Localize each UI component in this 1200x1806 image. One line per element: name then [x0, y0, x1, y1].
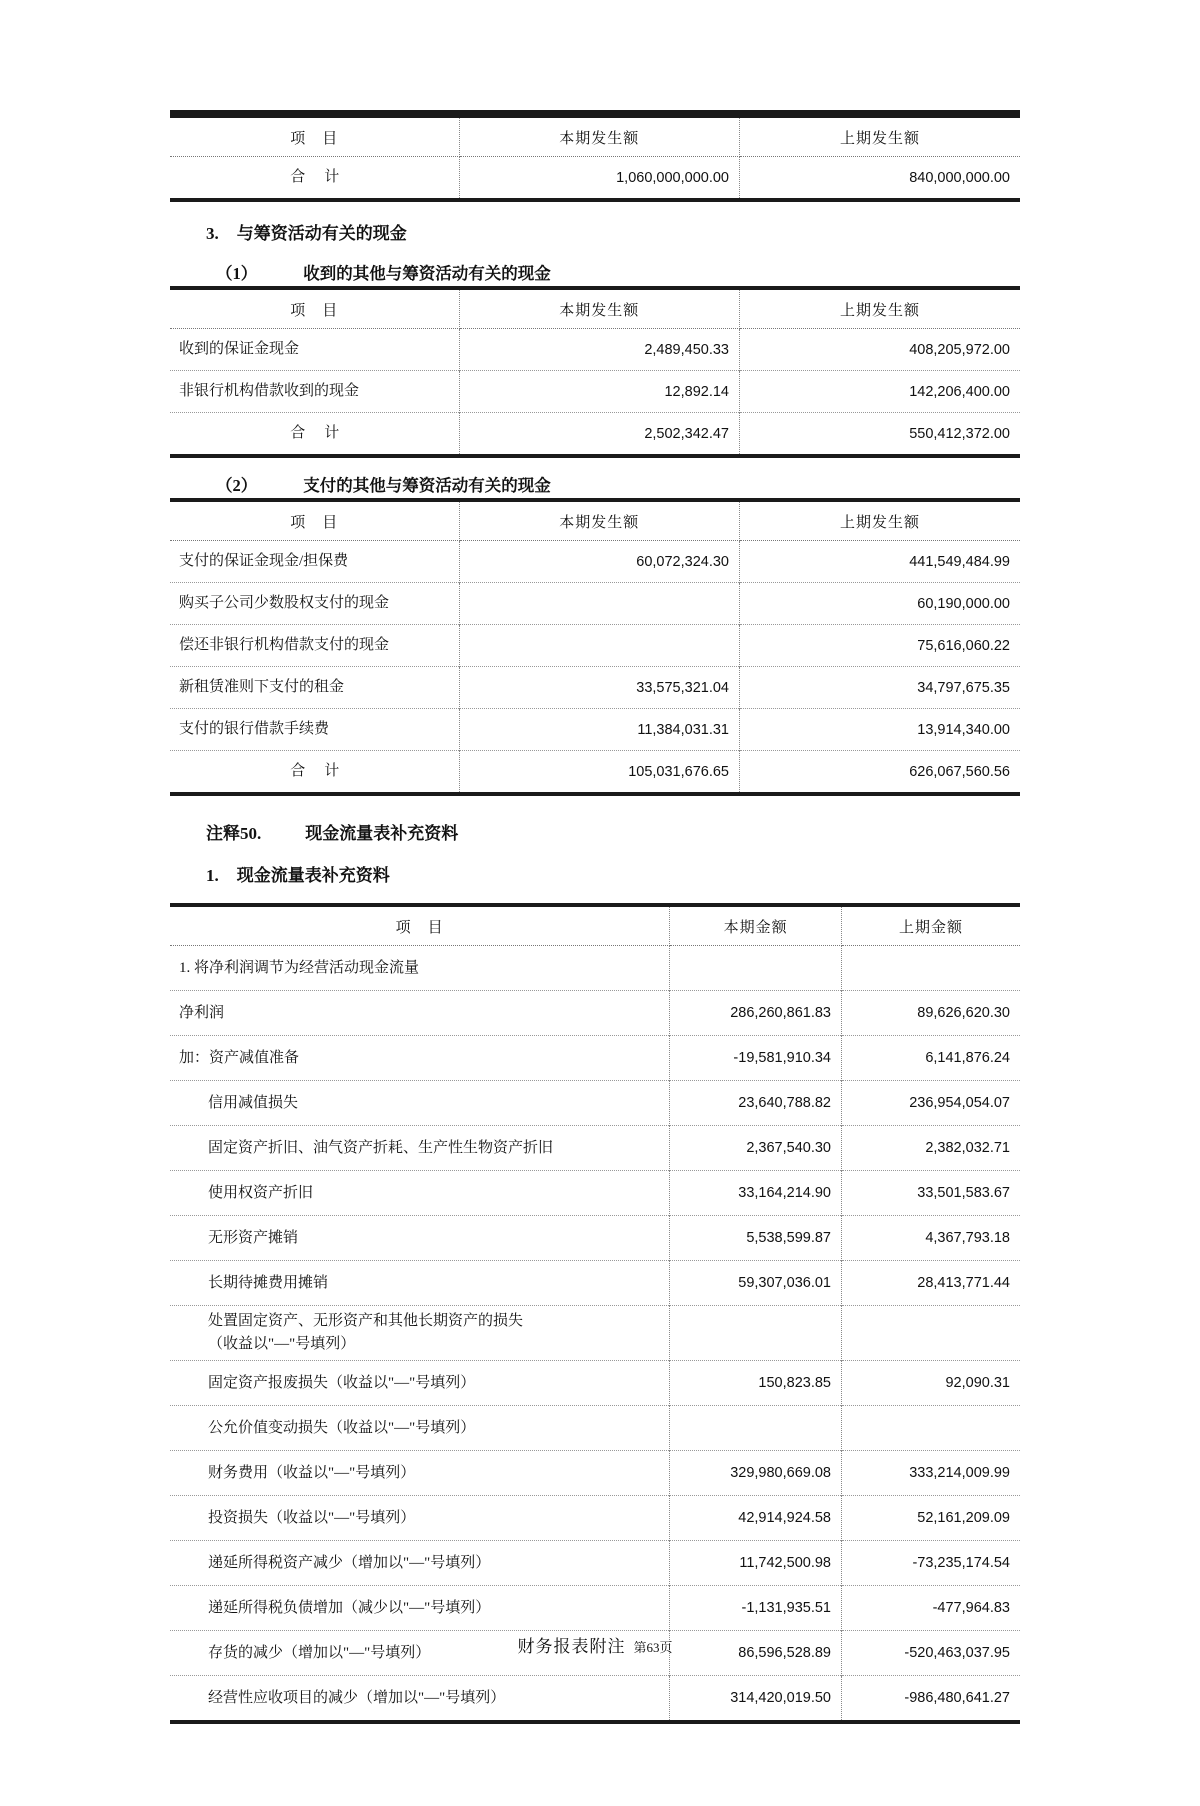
note-number: 注释50. — [206, 824, 262, 843]
item-row — [170, 1406, 1020, 1451]
item-row — [170, 1496, 1020, 1541]
item-row — [170, 371, 1020, 413]
total-row — [170, 157, 1020, 201]
page-footer — [170, 1632, 1020, 1657]
item-row — [170, 946, 1020, 991]
item-label-cell: 合 计 — [170, 751, 459, 795]
prior-amount-cell: -986,480,641.27 — [841, 1676, 1020, 1723]
current-amount-cell: 12,892.14 — [459, 371, 740, 413]
prior-amount-cell: -520,463,037.95 — [841, 1631, 1020, 1676]
column-header: 上期发生额 — [740, 116, 1021, 157]
current-amount-cell — [670, 946, 842, 991]
item-row — [170, 583, 1020, 625]
prior-amount-cell: -477,964.83 — [841, 1586, 1020, 1631]
item-label-cell: 长期待摊费用摊销 — [170, 1261, 670, 1306]
prior-amount-cell: 13,914,340.00 — [740, 709, 1021, 751]
current-amount-cell: 59,307,036.01 — [670, 1261, 842, 1306]
note-sub-title: 现金流量表补充资料 — [236, 866, 390, 885]
subsection-title: 支付的其他与筹资活动有关的现金 — [303, 476, 551, 495]
prior-amount-cell: 34,797,675.35 — [740, 667, 1021, 709]
item-row — [170, 625, 1020, 667]
item-row — [170, 1361, 1020, 1406]
current-amount-cell — [670, 1406, 842, 1451]
column-header: 上期发生额 — [740, 500, 1021, 541]
subsection-2-heading — [216, 474, 1020, 498]
item-label-cell: 递延所得税资产减少（增加以"—"号填列） — [170, 1541, 670, 1586]
item-label-cell: 递延所得税负债增加（减少以"—"号填列） — [170, 1586, 670, 1631]
current-amount-cell: 2,489,450.33 — [459, 329, 740, 371]
section-title: 与筹资活动有关的现金 — [236, 224, 407, 243]
header-row — [170, 288, 1020, 329]
current-amount-cell — [459, 583, 740, 625]
subsection-1-heading — [216, 262, 1020, 286]
prior-amount-cell: 626,067,560.56 — [740, 751, 1021, 795]
prior-amount-cell: 52,161,209.09 — [841, 1496, 1020, 1541]
item-label-cell: 偿还非银行机构借款支付的现金 — [170, 625, 459, 667]
total-row — [170, 413, 1020, 457]
document-page — [0, 110, 1200, 1806]
item-label-cell: 信用减值损失 — [170, 1081, 670, 1126]
item-row — [170, 709, 1020, 751]
item-label-cell: 合 计 — [170, 157, 459, 201]
item-label-cell: 固定资产折旧、油气资产折耗、生产性生物资产折旧 — [170, 1126, 670, 1171]
current-amount-cell: -19,581,910.34 — [670, 1036, 842, 1081]
column-header: 上期金额 — [841, 905, 1020, 946]
item-label-cell: 无形资产摊销 — [170, 1216, 670, 1261]
prior-amount-cell — [841, 1406, 1020, 1451]
item-label-cell: 使用权资产折旧 — [170, 1171, 670, 1216]
current-amount-cell: 33,164,214.90 — [670, 1171, 842, 1216]
subsection-title: 收到的其他与筹资活动有关的现金 — [303, 264, 551, 283]
item-row — [170, 1676, 1020, 1723]
item-row — [170, 1586, 1020, 1631]
current-amount-cell — [670, 1306, 842, 1361]
item-label-cell: 公允价值变动损失（收益以"—"号填列） — [170, 1406, 670, 1451]
item-label-cell: 1. 将净利润调节为经营活动现金流量 — [170, 946, 670, 991]
current-amount-cell: 314,420,019.50 — [670, 1676, 842, 1723]
item-row — [170, 1261, 1020, 1306]
item-label-cell: 新租赁准则下支付的租金 — [170, 667, 459, 709]
item-label-cell: 存货的减少（增加以"—"号填列） — [170, 1631, 670, 1676]
subsection-number: （2） — [216, 476, 258, 495]
item-label-cell: 经营性应收项目的减少（增加以"—"号填列） — [170, 1676, 670, 1723]
prior-amount-cell: 33,501,583.67 — [841, 1171, 1020, 1216]
prior-amount-cell: 236,954,054.07 — [841, 1081, 1020, 1126]
header-row — [170, 905, 1020, 946]
prior-amount-cell: 2,382,032.71 — [841, 1126, 1020, 1171]
item-label-cell: 处置固定资产、无形资产和其他长期资产的损失 （收益以"—"号填列） — [170, 1306, 670, 1361]
subsection-number: （1） — [216, 264, 258, 283]
item-label-cell: 非银行机构借款收到的现金 — [170, 371, 459, 413]
table-cash-paid-financing — [170, 498, 1020, 796]
current-amount-cell: 1,060,000,000.00 — [459, 157, 740, 201]
item-row — [170, 1171, 1020, 1216]
table-cash-flow-supplement — [170, 903, 1020, 1724]
item-label-cell: 财务费用（收益以"—"号填列） — [170, 1451, 670, 1496]
current-amount-cell: 286,260,861.83 — [670, 991, 842, 1036]
item-row — [170, 541, 1020, 583]
item-label-cell: 支付的保证金现金/担保费 — [170, 541, 459, 583]
prior-amount-cell: 60,190,000.00 — [740, 583, 1021, 625]
item-row — [170, 1081, 1020, 1126]
prior-amount-cell: 4,367,793.18 — [841, 1216, 1020, 1261]
current-amount-cell: 150,823.85 — [670, 1361, 842, 1406]
prior-amount-cell: 441,549,484.99 — [909, 553, 1010, 570]
column-header: 本期发生额 — [459, 288, 740, 329]
current-amount-cell — [459, 625, 740, 667]
item-row — [170, 1541, 1020, 1586]
prior-amount-cell: 89,626,620.30 — [841, 991, 1020, 1036]
current-amount-cell: 33,575,321.04 — [459, 667, 740, 709]
column-header: 上期发生额 — [740, 288, 1021, 329]
column-header: 项 目 — [170, 500, 459, 541]
note-50-heading — [206, 822, 1020, 846]
current-amount-cell: 86,596,528.89 — [670, 1631, 842, 1676]
current-amount-cell: 2,502,342.47 — [459, 413, 740, 457]
item-label-cell: 固定资产报废损失（收益以"—"号填列） — [170, 1361, 670, 1406]
item-row — [170, 667, 1020, 709]
item-label-cell: 投资损失（收益以"—"号填列） — [170, 1496, 670, 1541]
prior-amount-cell: 333,214,009.99 — [841, 1451, 1020, 1496]
column-header: 项 目 — [170, 116, 459, 157]
item-row — [170, 991, 1020, 1036]
item-label-cell: 加：资产减值准备 — [170, 1036, 670, 1081]
item-label-cell: 购买子公司少数股权支付的现金 — [170, 583, 459, 625]
item-row — [170, 1306, 1020, 1361]
current-amount-cell: 329,980,669.08 — [670, 1451, 842, 1496]
item-label-cell: 合 计 — [170, 413, 459, 457]
section-3-heading — [206, 222, 1020, 246]
footer-title: 财务报表附注 — [517, 1637, 626, 1656]
prior-amount-cell: 550,412,372.00 — [740, 413, 1021, 457]
column-header: 项 目 — [170, 905, 670, 946]
total-row — [170, 751, 1020, 795]
prior-amount-cell — [841, 1306, 1020, 1361]
section-number: 3. — [206, 224, 219, 243]
column-header: 本期发生额 — [459, 500, 740, 541]
item-row — [170, 1216, 1020, 1261]
prior-amount-cell: 142,206,400.00 — [740, 371, 1021, 413]
item-row — [170, 1451, 1020, 1496]
column-header: 项 目 — [170, 288, 459, 329]
table-total-continued — [170, 114, 1020, 202]
current-amount-cell: 60,072,324.30 — [459, 541, 740, 583]
current-amount-cell: 5,538,599.87 — [670, 1216, 842, 1261]
column-header: 本期金额 — [670, 905, 842, 946]
item-row — [170, 1126, 1020, 1171]
prior-amount-cell: 6,141,876.24 — [841, 1036, 1020, 1081]
header-row — [170, 116, 1020, 157]
prior-amount-cell: 92,090.31 — [841, 1361, 1020, 1406]
header-row — [170, 500, 1020, 541]
current-amount-cell: 42,914,924.58 — [670, 1496, 842, 1541]
current-amount-cell: 105,031,676.65 — [459, 751, 740, 795]
current-amount-cell: -1,131,935.51 — [670, 1586, 842, 1631]
prior-amount-cell: 408,205,972.00 — [909, 341, 1010, 358]
prior-amount-cell: -73,235,174.54 — [841, 1541, 1020, 1586]
note-title: 现金流量表补充资料 — [305, 824, 459, 843]
table-cash-received-financing — [170, 286, 1020, 458]
footer-page-number: 第63页 — [633, 1640, 673, 1655]
prior-amount-cell: 75,616,060.22 — [740, 625, 1021, 667]
prior-amount-cell: 28,413,771.44 — [841, 1261, 1020, 1306]
current-amount-cell: 11,742,500.98 — [670, 1541, 842, 1586]
column-header: 本期发生额 — [459, 116, 740, 157]
item-label-cell: 收到的保证金现金 — [170, 329, 459, 371]
note-50-1-heading — [206, 864, 1020, 888]
item-row — [170, 1036, 1020, 1081]
prior-amount-cell — [841, 946, 1020, 991]
item-label-cell: 净利润 — [170, 991, 670, 1036]
item-label-cell: 支付的银行借款手续费 — [170, 709, 459, 751]
item-row — [170, 329, 1020, 371]
note-sub-number: 1. — [206, 866, 219, 885]
page-content — [170, 110, 1020, 1724]
current-amount-cell: 2,367,540.30 — [670, 1126, 842, 1171]
prior-amount-cell: 840,000,000.00 — [909, 169, 1010, 186]
current-amount-cell: 23,640,788.82 — [670, 1081, 842, 1126]
current-amount-cell: 11,384,031.31 — [459, 709, 740, 751]
